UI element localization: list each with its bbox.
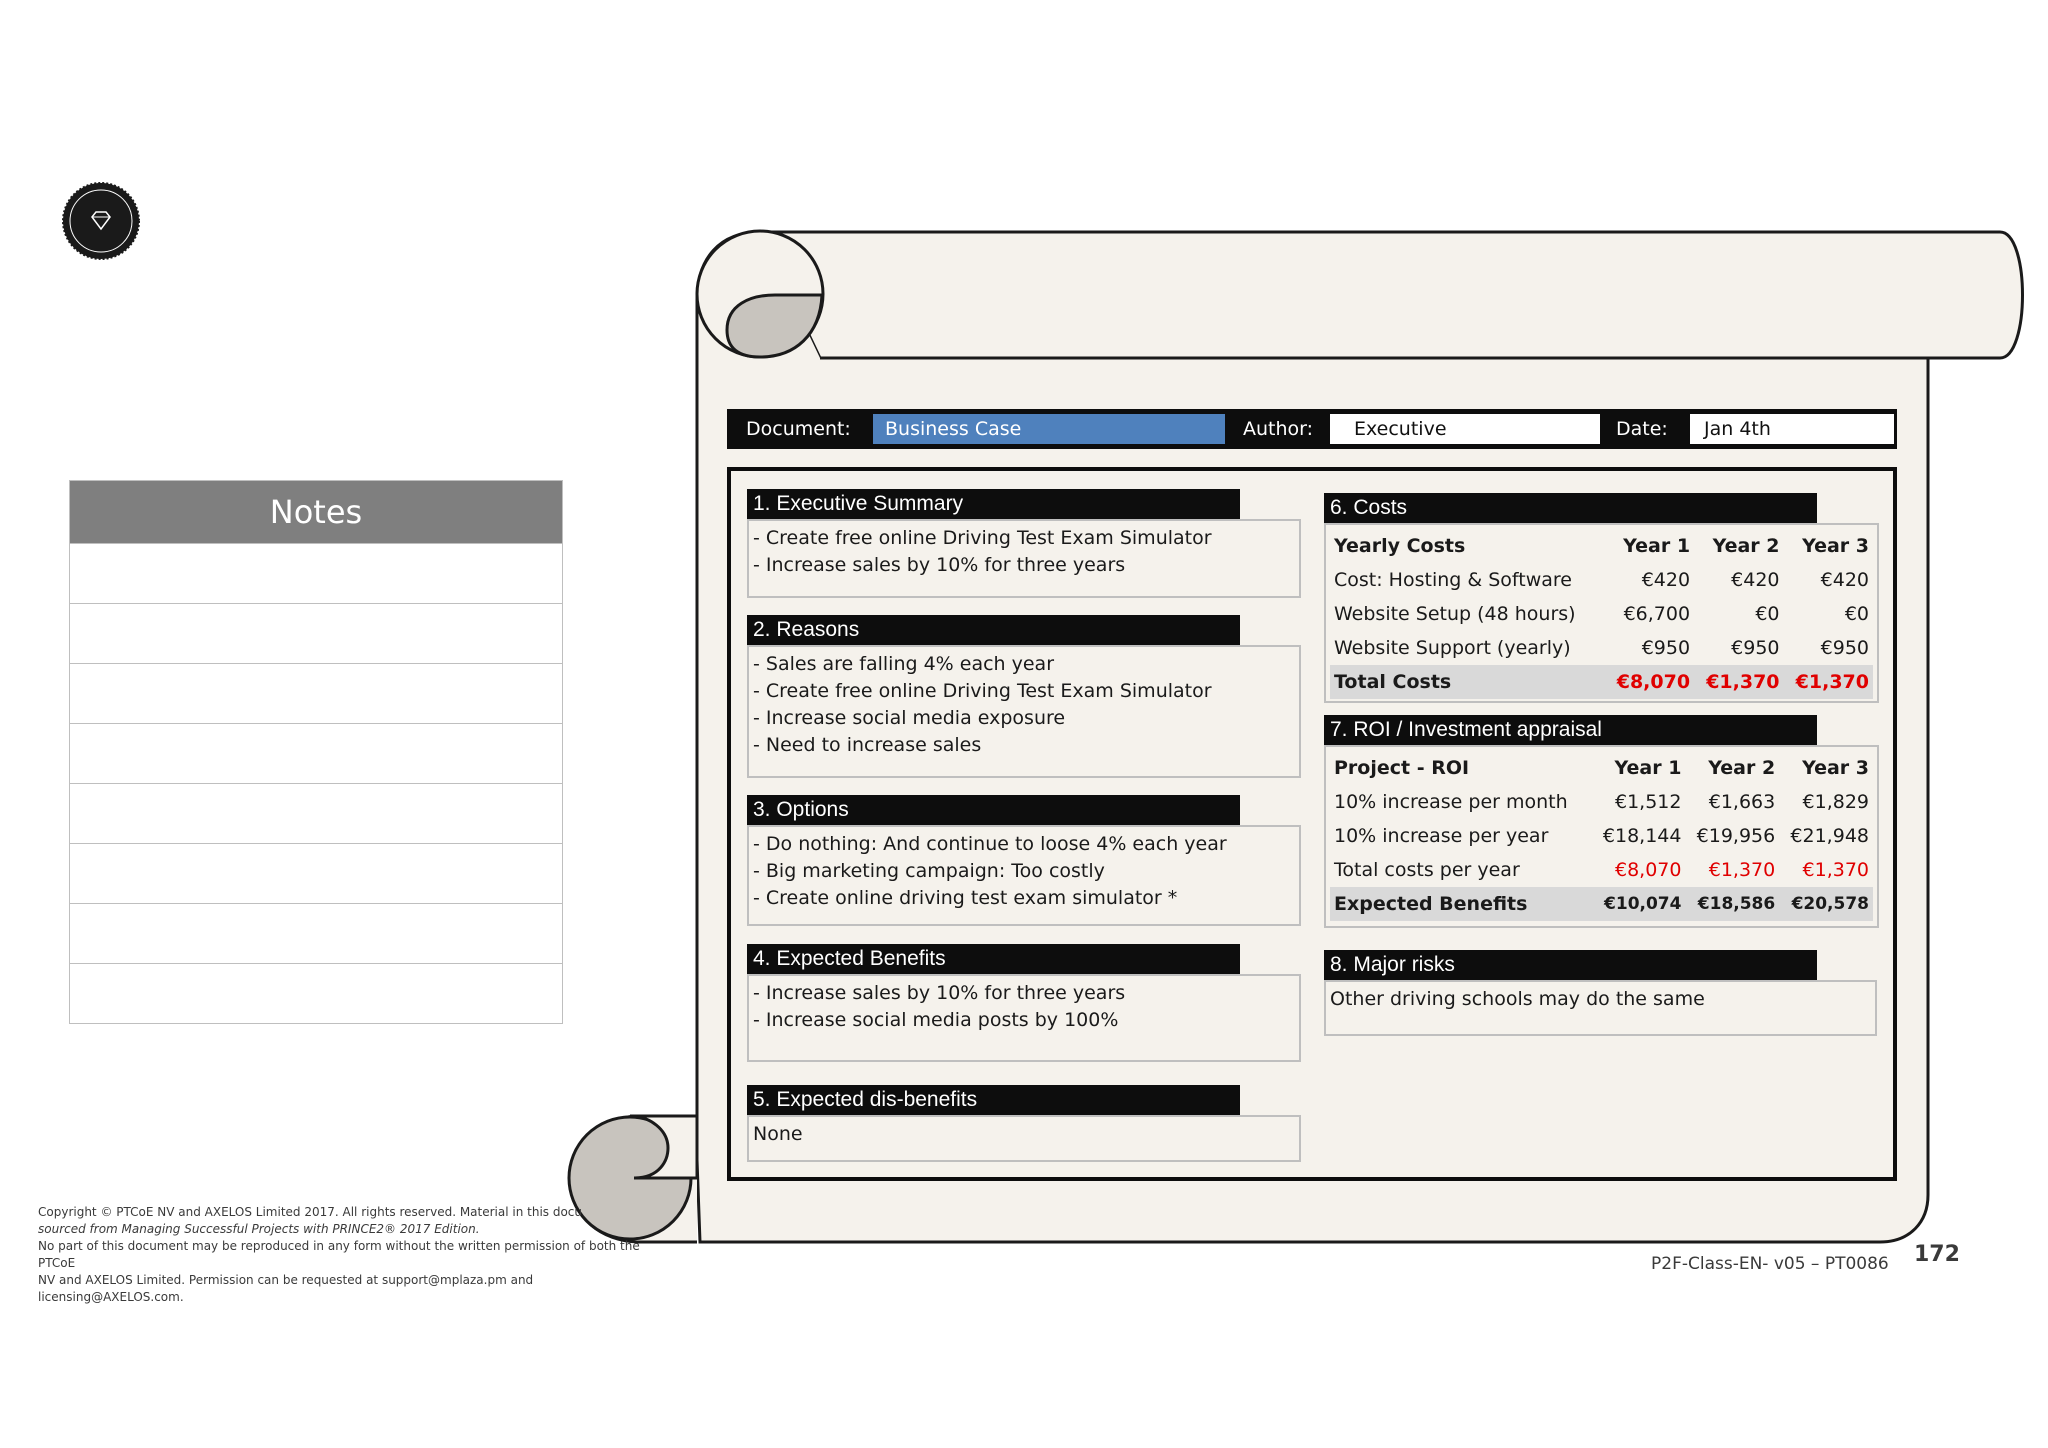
expected-benefits-body <box>747 974 1301 1062</box>
section-title-expected-benefits: 4. Expected Benefits <box>747 944 1240 974</box>
major-risks-body <box>1324 980 1877 1036</box>
table-cell: €950 <box>1820 636 1869 659</box>
costs-table <box>1330 529 1873 699</box>
table-cell: €1,829 <box>1802 790 1869 813</box>
table-header-cell: Project - ROI <box>1334 756 1470 779</box>
table-cell: Total Costs <box>1330 665 1605 699</box>
table-cell: Website Setup (48 hours) <box>1334 602 1576 625</box>
table-header-cell: Year 3 <box>1802 534 1869 557</box>
roi-table-container <box>1324 745 1879 928</box>
table-cell: €1,512 <box>1614 790 1682 813</box>
table-header-cell: Year 2 <box>1712 534 1780 557</box>
table-cell: €21,948 <box>1790 824 1869 847</box>
table-total-row <box>1330 665 1873 699</box>
table-header-row <box>1330 529 1873 563</box>
table-cell: €420 <box>1820 568 1869 591</box>
table-cell: €420 <box>1731 568 1780 591</box>
section-title-reasons: 2. Reasons <box>747 615 1240 645</box>
table-header-cell: Year 1 <box>1614 756 1682 779</box>
table-cell: €0 <box>1755 602 1780 625</box>
table-cell: €8,070 <box>1614 858 1682 881</box>
section-title-costs: 6. Costs <box>1324 493 1817 523</box>
table-header-cell: Year 3 <box>1802 756 1869 779</box>
section-title-expected-disbenefits: 5. Expected dis-benefits <box>747 1085 1240 1115</box>
table-row <box>1330 597 1873 631</box>
table-cell: €18,586 <box>1685 887 1779 921</box>
author-label: Author: <box>1243 418 1314 440</box>
list-item: - Increase sales by 10% for three years <box>753 982 1126 1004</box>
table-cell: €18,144 <box>1602 824 1682 847</box>
document-code: P2F-Class-EN- v05 – PT0086 <box>1651 1254 1889 1274</box>
table-cell: Cost: Hosting & Software <box>1334 568 1572 591</box>
table-cell: €10,074 <box>1592 887 1686 921</box>
table-cell: €950 <box>1641 636 1691 659</box>
table-cell: 10% increase per month <box>1334 790 1568 813</box>
table-cell: €8,070 <box>1605 665 1694 699</box>
list-item: - Big marketing campaign: Too costly <box>753 860 1105 882</box>
copyright-line: No part of this document may be reproduced in any form without the written permission of both the PTCoE <box>38 1239 640 1270</box>
table-cell: €0 <box>1844 602 1869 625</box>
list-item: - Increase sales by 10% for three years <box>753 554 1126 576</box>
executive-summary-body <box>747 519 1301 598</box>
table-header-row <box>1330 751 1873 785</box>
table-cell: Website Support (yearly) <box>1334 636 1571 659</box>
list-item: - Create free online Driving Test Exam Simulator <box>753 680 1212 702</box>
expected-disbenefits-body <box>747 1115 1301 1162</box>
notes-title: Notes <box>70 481 562 543</box>
author-field[interactable]: Executive <box>1330 414 1600 444</box>
list-item: - Need to increase sales <box>753 734 982 756</box>
list-item: - Do nothing: And continue to loose 4% each year <box>753 833 1227 855</box>
document-label: Document: <box>746 418 851 440</box>
table-cell: 10% increase per year <box>1334 824 1549 847</box>
table-header-cell: Year 2 <box>1708 756 1776 779</box>
list-item: - Create free online Driving Test Exam Simulator <box>753 527 1212 549</box>
table-cell: €19,956 <box>1696 824 1776 847</box>
list-item: - Increase social media exposure <box>753 707 1066 729</box>
table-cell: €1,370 <box>1708 858 1776 881</box>
table-row <box>1330 785 1873 819</box>
document-header-bar <box>727 409 1897 449</box>
table-header-cell: Yearly Costs <box>1334 534 1466 557</box>
list-item: None <box>753 1123 803 1145</box>
costs-table-container <box>1324 523 1879 703</box>
table-row <box>1330 853 1873 887</box>
table-cell: €1,663 <box>1708 790 1776 813</box>
table-cell: €1,370 <box>1802 858 1869 881</box>
list-item: - Sales are falling 4% each year <box>753 653 1055 675</box>
copyright-notice <box>38 1204 678 1306</box>
roi-table <box>1330 751 1873 921</box>
options-body <box>747 825 1301 926</box>
table-cell: €950 <box>1731 636 1780 659</box>
date-label: Date: <box>1616 418 1668 440</box>
table-header-cell: Year 1 <box>1623 534 1691 557</box>
list-item: - Create online driving test exam simulator * <box>753 887 1178 909</box>
table-total-row <box>1330 887 1873 921</box>
reasons-body <box>747 645 1301 778</box>
page-number: 172 <box>1914 1242 1960 1267</box>
copyright-line: sourced from Managing Successful Projects with PRINCE2® 2017 Edition. <box>38 1222 480 1236</box>
table-cell: €20,578 <box>1779 887 1873 921</box>
table-row <box>1330 631 1873 665</box>
table-cell: €420 <box>1641 568 1691 591</box>
section-title-executive-summary: 1. Executive Summary <box>747 489 1240 519</box>
date-field[interactable]: Jan 4th <box>1690 414 1894 444</box>
table-cell: €6,700 <box>1623 602 1691 625</box>
section-title-roi: 7. ROI / Investment appraisal <box>1324 715 1817 745</box>
table-row <box>1330 563 1873 597</box>
table-cell: Expected Benefits <box>1330 887 1592 921</box>
document-field[interactable]: Business Case <box>873 414 1225 444</box>
list-item: Other driving schools may do the same <box>1330 988 1705 1010</box>
table-cell: €1,370 <box>1784 665 1873 699</box>
copyright-line: Copyright © PTCoE NV and AXELOS Limited 2017. All rights reserved. Material in this docu <box>38 1205 583 1219</box>
section-title-major-risks: 8. Major risks <box>1324 950 1817 980</box>
copyright-line: NV and AXELOS Limited. Permission can be requested at support@mplaza.pm and licensing@AXELOS.com. <box>38 1273 534 1304</box>
table-cell: €1,370 <box>1694 665 1783 699</box>
list-item: - Increase social media posts by 100% <box>753 1009 1119 1031</box>
table-cell: Total costs per year <box>1334 858 1520 881</box>
table-row <box>1330 819 1873 853</box>
section-title-options: 3. Options <box>747 795 1240 825</box>
